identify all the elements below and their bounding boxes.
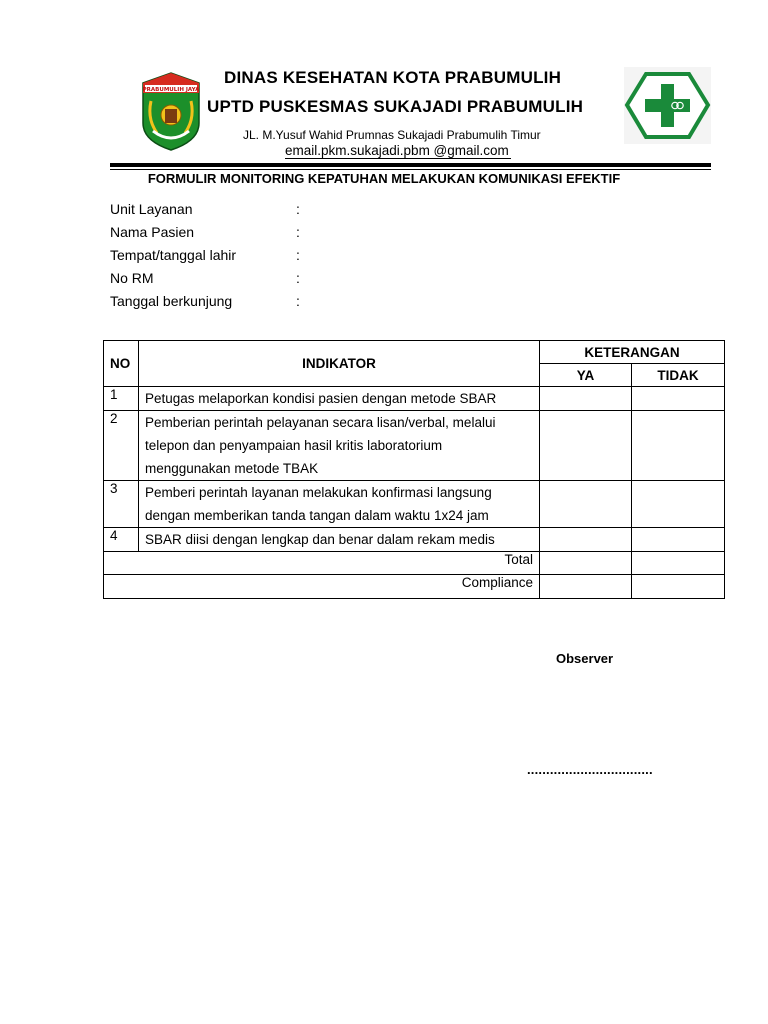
table-row <box>104 528 725 552</box>
total-tidak-cell[interactable] <box>632 552 725 575</box>
ya-cell[interactable] <box>540 387 632 411</box>
indicator-line: menggunakan metode TBAK <box>145 461 319 476</box>
header-divider-thin <box>110 169 711 170</box>
indicator-line: dengan memberikan tanda tangan dalam waktu 1x24 jam <box>145 508 489 523</box>
tidak-cell[interactable] <box>632 528 725 552</box>
prabumulih-emblem-icon <box>141 71 201 151</box>
compliance-ya-cell[interactable] <box>540 575 632 599</box>
ya-cell[interactable] <box>540 481 632 528</box>
emblem-text: PRABUMULIH JAYA <box>142 87 200 93</box>
tidak-cell[interactable] <box>632 411 725 481</box>
col-header-no: NO <box>104 341 139 387</box>
form-title: FORMULIR MONITORING KEPATUHAN MELAKUKAN KOMUNIKASI EFEKTIF <box>147 171 621 186</box>
col-header-keterangan: KETERANGAN <box>540 341 725 364</box>
compliance-tidak-cell[interactable] <box>632 575 725 599</box>
field-colon: : <box>296 293 300 309</box>
tidak-cell[interactable] <box>632 387 725 411</box>
indicator-line: Pemberi perintah layanan melakukan konfirmasi langsung <box>145 485 492 500</box>
compliance-row <box>104 575 725 599</box>
agency-name: DINAS KESEHATAN KOTA PRABUMULIH <box>224 68 562 87</box>
kemenkes-logo-icon <box>624 67 711 144</box>
field-label-no-rm: No RM <box>110 270 154 286</box>
total-row <box>104 552 725 575</box>
indicator-line: Petugas melaporkan kondisi pasien dengan metode SBAR <box>145 391 497 406</box>
tidak-cell[interactable] <box>632 481 725 528</box>
row-indicator <box>139 528 540 552</box>
col-header-ya: YA <box>540 364 632 387</box>
row-number: 4 <box>104 528 139 552</box>
table-row <box>104 387 725 411</box>
total-label: Total <box>104 552 540 575</box>
signature-line: ................................. <box>527 762 653 777</box>
table-row <box>104 411 725 481</box>
row-number: 1 <box>104 387 139 411</box>
observer-label: Observer <box>556 651 614 666</box>
row-number: 3 <box>104 481 139 528</box>
field-colon: : <box>296 224 300 240</box>
field-colon: : <box>296 201 300 217</box>
header-divider <box>110 163 711 167</box>
facility-name: UPTD PUSKESMAS SUKAJADI PRABUMULIH <box>207 97 584 116</box>
field-label-tempat-tanggal-lahir: Tempat/tanggal lahir <box>110 247 237 263</box>
ya-cell[interactable] <box>540 528 632 552</box>
indicator-line: Pemberian perintah pelayanan secara lisan/verbal, melalui <box>145 415 496 430</box>
col-header-indikator: INDIKATOR <box>139 341 540 387</box>
field-colon: : <box>296 247 300 263</box>
indicator-line: SBAR diisi dengan lengkap dan benar dalam rekam medis <box>145 532 495 547</box>
field-label-unit-layanan: Unit Layanan <box>110 201 193 217</box>
field-label-tanggal-berkunjung: Tanggal berkunjung <box>110 293 233 309</box>
field-colon: : <box>296 270 300 286</box>
monitoring-table <box>103 340 725 599</box>
row-indicator <box>139 481 540 528</box>
indicator-line: telepon dan penyampaian hasil kritis laboratorium <box>145 438 443 453</box>
address: JL. M.Yusuf Wahid Prumnas Sukajadi Prabumulih Timur <box>243 128 541 142</box>
table-row <box>104 481 725 528</box>
row-number: 2 <box>104 411 139 481</box>
email: email.pkm.sukajadi.pbm @gmail.com <box>285 143 509 158</box>
field-label-nama-pasien: Nama Pasien <box>110 224 195 240</box>
row-indicator <box>139 387 540 411</box>
row-indicator <box>139 411 540 481</box>
total-ya-cell[interactable] <box>540 552 632 575</box>
compliance-label: Compliance <box>104 575 540 599</box>
ya-cell[interactable] <box>540 411 632 481</box>
col-header-tidak: TIDAK <box>632 364 725 387</box>
